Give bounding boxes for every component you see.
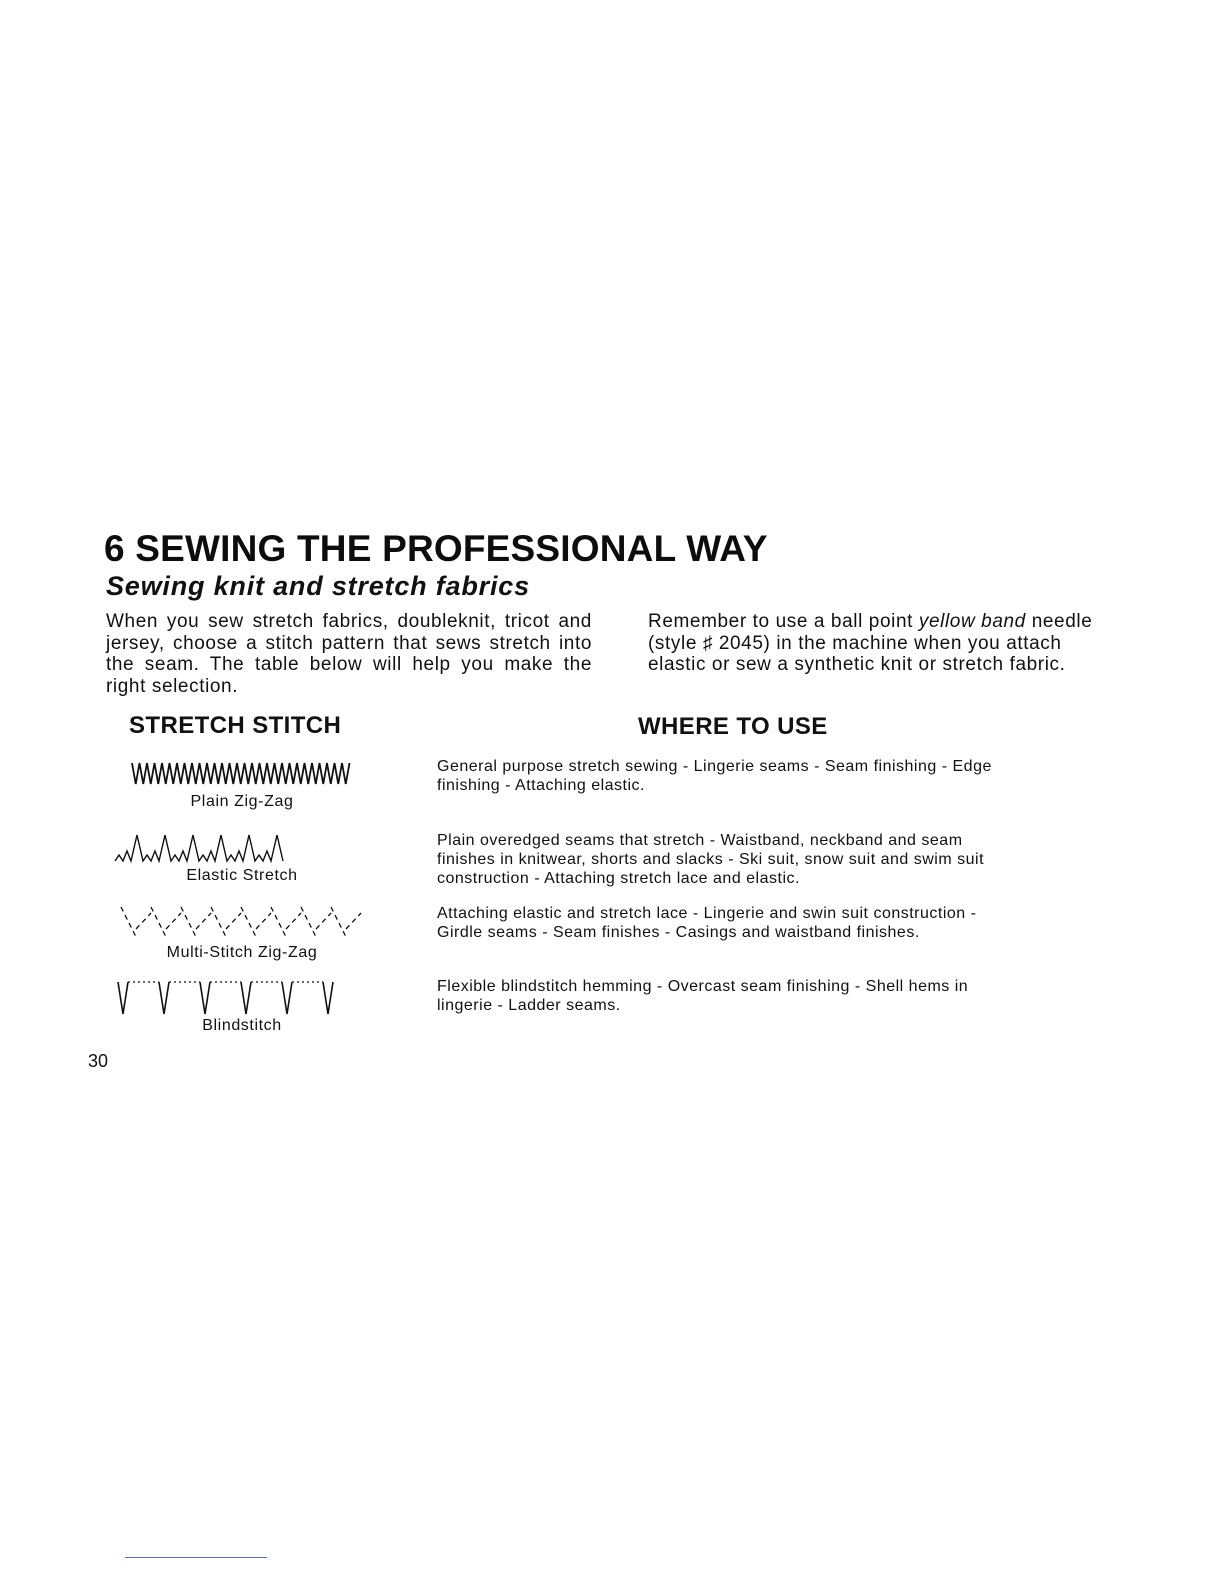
use-line: General purpose stretch sewing - Lingerie seams - Seam finishing - Edge	[437, 758, 992, 775]
needle-band-text: yellow band	[918, 611, 1026, 632]
multi-stitch-segment	[226, 913, 241, 929]
page-number: 30	[88, 1051, 109, 1071]
multi-stitch-segment	[196, 913, 211, 929]
multi-stitch-segment	[301, 907, 316, 937]
intro-paragraph-left	[106, 611, 592, 697]
use-line: Girdle seams - Seam finishes - Casings and waistband finishes.	[437, 924, 920, 941]
multi-stitch-segment	[151, 907, 166, 937]
elastic-stretch-icon	[113, 829, 363, 869]
use-line: construction - Attaching stretch lace and elastic.	[437, 870, 800, 887]
use-line: Plain overedged seams that stretch - Waistband, neckband and seam	[437, 832, 963, 849]
blindstitch-v	[118, 982, 128, 1014]
stretch-stitch-column-header: STRETCH STITCH	[129, 712, 342, 739]
intro-right-line: (style ♯ 2045) in the machine when you attach	[648, 632, 1062, 654]
blindstitch-v	[241, 982, 251, 1014]
intro-left-line: you make the right selection.	[106, 654, 592, 697]
multi-stitch-zigzag-icon	[118, 903, 364, 941]
multi-stitch-segment	[256, 913, 271, 929]
use-line: Flexible blindstitch hemming - Overcast seam finishing - Shell hems in	[437, 978, 969, 995]
where-to-use-text	[437, 977, 1085, 1015]
where-to-use-text	[437, 831, 1085, 888]
stitch-label-plain-zigzag: Plain Zig-Zag	[190, 793, 294, 810]
intro-left-line: When you sew stretch fabrics, doubleknit, tricot	[106, 611, 550, 632]
intro-right-line: elastic or sew a synthetic knit or stretch fabric.	[648, 654, 1066, 675]
use-line: lingerie - Ladder seams.	[437, 997, 621, 1014]
intro-left-line: stretch into the seam. The table below will help	[106, 632, 592, 675]
use-line: Attaching elastic and stretch lace - Lingerie and swin suit construction -	[437, 905, 977, 922]
intro-right-text: needle	[1025, 611, 1093, 632]
footer-link-rule	[125, 1557, 267, 1558]
stitch-label-blindstitch: Blindstitch	[202, 1017, 282, 1034]
intro-paragraph-right	[648, 611, 1224, 676]
blindstitch-icon	[114, 978, 360, 1018]
use-line: finishes in knitwear, shorts and slacks - Ski suit, snow suit and swim suit	[437, 851, 985, 868]
blindstitch-v	[323, 982, 333, 1014]
multi-stitch-segment	[166, 913, 181, 929]
multi-stitch-segment	[136, 913, 151, 929]
intro-right-text: Remember to use a ball point	[648, 611, 919, 632]
use-line: finishing - Attaching elastic.	[437, 777, 645, 794]
plain-zigzag-icon	[131, 757, 353, 789]
blindstitch-v	[159, 982, 169, 1014]
blindstitch-v	[200, 982, 210, 1014]
multi-stitch-segment	[346, 913, 361, 929]
blindstitch-v	[282, 982, 292, 1014]
stitch-label-multi-stitch-zigzag: Multi-Stitch Zig-Zag	[166, 944, 318, 961]
multi-stitch-segment	[181, 907, 196, 937]
where-to-use-column-header: WHERE TO USE	[638, 713, 828, 740]
multi-stitch-segment	[121, 907, 136, 937]
intro-right-line	[648, 611, 1224, 633]
multi-stitch-segment	[286, 913, 301, 929]
section-subheading: Sewing knit and stretch fabrics	[106, 571, 530, 601]
intro-left-line: and jersey, choose a stitch pattern that sews	[106, 611, 592, 654]
where-to-use-text	[437, 904, 1085, 942]
multi-stitch-segment	[211, 907, 226, 937]
page-heading: 6 SEWING THE PROFESSIONAL WAY	[104, 528, 768, 569]
multi-stitch-segment	[271, 907, 286, 937]
stitch-label-elastic-stretch: Elastic Stretch	[186, 867, 298, 884]
where-to-use-text	[437, 757, 1085, 795]
multi-stitch-segment	[241, 907, 256, 937]
multi-stitch-segment	[331, 907, 346, 937]
multi-stitch-segment	[316, 913, 331, 929]
